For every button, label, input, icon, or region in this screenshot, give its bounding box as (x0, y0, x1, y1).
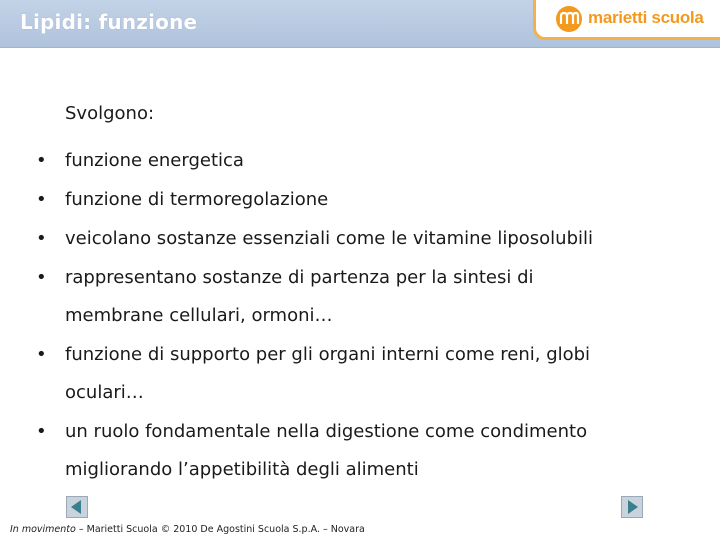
list-item-line: veicolano sostanze essenziali come le vitamine liposolubili (65, 228, 594, 249)
list-item (36, 413, 696, 489)
bullet-icon: • (36, 189, 47, 210)
slide-content (36, 100, 696, 490)
publisher-logo (533, 0, 720, 40)
list-item-line: rappresentano sostanze di partenza per la sintesi di (65, 267, 534, 288)
bullet-icon: • (36, 267, 47, 288)
list-item (36, 336, 696, 412)
bullet-icon: • (36, 344, 47, 365)
list-item-line: un ruolo fondamentale nella digestione come condimento (65, 421, 588, 442)
function-list (36, 142, 696, 489)
slide-title: Lipidi: funzione (20, 10, 198, 34)
previous-arrow-icon (67, 497, 87, 517)
logo-text: marietti scuola (588, 8, 704, 27)
list-item (36, 181, 696, 219)
list-item-line: migliorando l’appetibilità degli alimenti (65, 459, 419, 480)
bullet-icon: • (36, 421, 47, 442)
next-arrow-icon (622, 497, 642, 517)
marietti-logo-icon (556, 6, 582, 32)
list-item (36, 142, 696, 180)
copyright-footer (10, 524, 365, 535)
next-slide-button[interactable] (621, 496, 643, 518)
bullet-icon: • (36, 150, 47, 171)
footer-copyright: – Marietti Scuola © 2010 De Agostini Scuola S.p.A. – Novara (75, 524, 365, 535)
list-item (36, 220, 696, 258)
list-item-line: funzione di termoregolazione (65, 189, 329, 210)
list-item (36, 259, 696, 335)
list-item-line: funzione energetica (65, 150, 244, 171)
list-item-line: funzione di supporto per gli organi interni come reni, globi (65, 344, 591, 365)
intro-text: Svolgono: (65, 103, 155, 124)
list-item-line: oculari… (65, 382, 144, 403)
list-item-line: membrane cellulari, ormoni… (65, 305, 333, 326)
bullet-icon: • (36, 228, 47, 249)
header-band (0, 0, 720, 48)
previous-slide-button[interactable] (66, 496, 88, 518)
footer-book-title: In movimento (10, 524, 76, 535)
